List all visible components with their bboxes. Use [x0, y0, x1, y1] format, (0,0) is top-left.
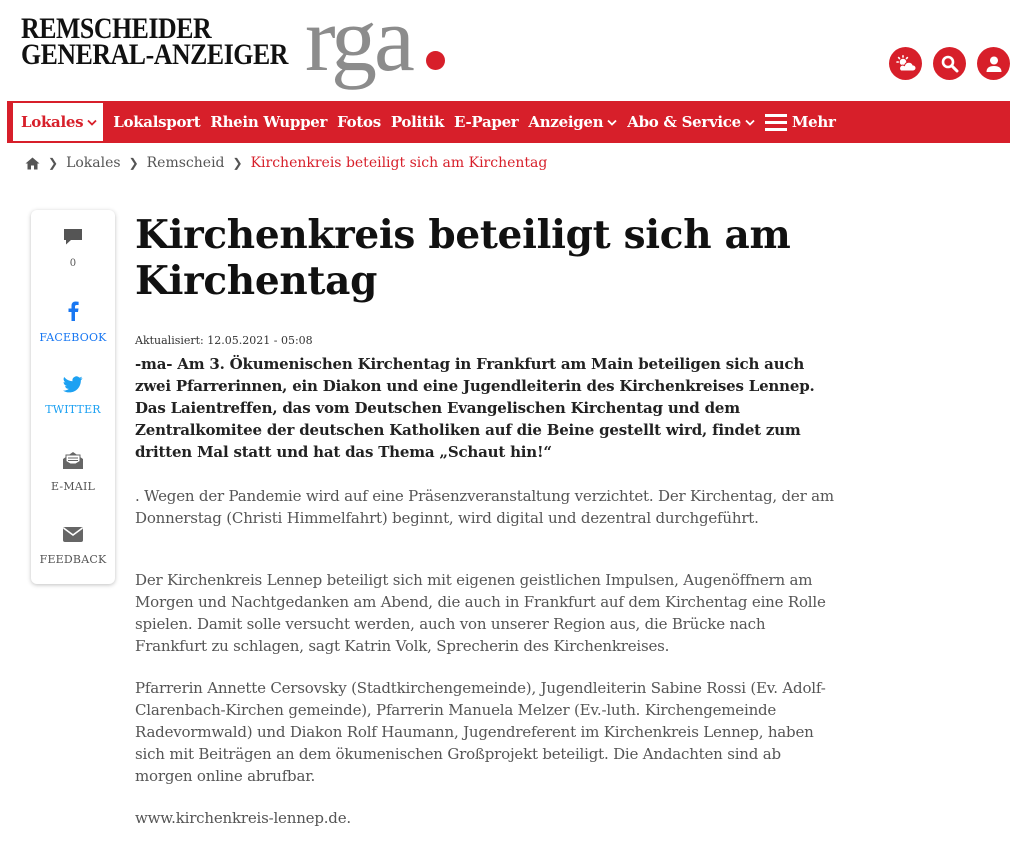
article-paragraph-2: Der Kirchenkreis Lennep beteiligt sich mit eigenen geistlichen Impulsen, Augenöffnern am Morgen und Nachtgedanken am Abend, die auch in Frankfurt auf dem Kirchentag eine Rolle spielen. Damit solle versucht werden, auch von unserer Region aus, die Brücke nach Frankfurt zu schlagen, sagt Katrin Volk, Sprecherin des Kirchenkreises. — [135, 571, 826, 655]
twitter-label: TWITTER — [45, 403, 101, 416]
breadcrumb-remscheid[interactable]: Remscheid — [146, 155, 225, 171]
nav-item-lokalsport[interactable]: Lokalsport — [113, 113, 201, 131]
account-button[interactable] — [977, 47, 1010, 80]
weather-icon — [895, 55, 917, 73]
nav-item-mehr[interactable]: Mehr — [765, 113, 836, 131]
feedback-label: FEEDBACK — [39, 553, 107, 566]
article-lead: -ma- Am 3. Ökumenischen Kirchentag in Frankfurt am Main beteiligen sich auch zwei Pfarrerinnen, ein Diakon und eine Jugendleiterin des Kirchenkreises Lennep. Das Laientreffen, das vom Deutschen Evangelischen Kirchentag und dem Zentralkomitee der deutschen Katholiken auf die Beine gestellt wird, findet zum dritten Mal statt und hat das Thema „Schaut hin!“ — [135, 355, 815, 461]
breadcrumb-separator: ❯ — [232, 156, 243, 170]
menu-icon — [765, 114, 787, 131]
facebook-icon — [67, 301, 79, 321]
comment-count: 0 — [69, 258, 77, 269]
facebook-label: FACEBOOK — [39, 331, 107, 344]
weather-button[interactable] — [889, 47, 922, 80]
share-email-button[interactable] — [31, 451, 115, 493]
nav-item-epaper[interactable]: E-Paper — [454, 113, 519, 131]
article-paragraph-3: Pfarrerin Annette Cersovsky (Stadtkirchengemeinde), Jugendleiterin Sabine Rossi (Ev. Adolf-Clarenbach-Kirchen gemeinde), Pfarrerin Manuela Melzer (Ev.-luth. Kirchengemeinde Radevormwald) und Diakon Rolf Haumann, Jugendreferent im Kirchenkreis Lennep, haben sich mit Beiträgen an dem ökumenischen Großprojekt beteiligt. Die Andachten sind ab morgen online abrufbar. — [135, 679, 826, 785]
breadcrumb-lokales[interactable]: Lokales — [66, 155, 121, 171]
rga-logo[interactable]: rga — [305, 0, 412, 90]
brand-line-2: GENERAL-ANZEIGER — [21, 38, 288, 71]
envelope-open-icon — [62, 451, 84, 470]
share-facebook-button[interactable] — [31, 301, 115, 344]
article-link-text[interactable]: www.kirchenkreis-lennep.de. — [135, 809, 351, 827]
nav-item-abo-service[interactable]: Abo & Service — [627, 113, 755, 131]
nav-item-fotos[interactable]: Fotos — [337, 113, 381, 131]
nav-item-anzeigen[interactable]: Anzeigen — [528, 113, 617, 131]
brand-line-1: REMSCHEIDER — [21, 12, 212, 45]
comments-button[interactable] — [31, 228, 115, 269]
nav-item-lokales[interactable]: Lokales — [13, 103, 103, 141]
email-label: E-MAIL — [50, 480, 95, 493]
main-navigation — [7, 101, 1010, 143]
header-actions — [889, 47, 1010, 80]
article-title: Kirchenkreis beteiligt sich am Kirchentag — [135, 212, 791, 304]
nav-item-rhein-wupper[interactable]: Rhein Wupper — [210, 113, 328, 131]
breadcrumb-separator: ❯ — [48, 156, 59, 170]
breadcrumb-separator: ❯ — [128, 156, 139, 170]
breadcrumb-current: Kirchenkreis beteiligt sich am Kirchentag — [250, 155, 548, 171]
chevron-down-icon — [607, 119, 617, 126]
feedback-button[interactable] — [31, 526, 115, 566]
nav-item-politik[interactable]: Politik — [390, 113, 445, 131]
user-icon — [985, 55, 1003, 73]
article-updated-timestamp: Aktualisiert: 12.05.2021 - 05:08 — [135, 334, 313, 347]
twitter-icon — [63, 376, 83, 393]
share-sidebar — [31, 210, 115, 584]
chevron-down-icon — [745, 119, 755, 126]
envelope-icon — [62, 526, 84, 543]
share-twitter-button[interactable] — [31, 376, 115, 416]
breadcrumb — [25, 155, 547, 171]
home-icon[interactable] — [25, 157, 40, 170]
article-paragraph-1: . Wegen der Pandemie wird auf eine Präsenzveranstaltung verzichtet. Der Kirchentag, der am Donnerstag (Christi Himmelfahrt) beginnt, wird digital und dezentral durchgeführt. — [135, 487, 834, 527]
comment-icon — [63, 228, 83, 246]
search-button[interactable] — [933, 47, 966, 80]
brand-wordmark[interactable] — [21, 12, 331, 71]
search-icon — [941, 55, 959, 73]
chevron-down-icon — [87, 119, 97, 126]
rga-logo-dot — [426, 51, 445, 70]
site-header — [0, 0, 1017, 100]
